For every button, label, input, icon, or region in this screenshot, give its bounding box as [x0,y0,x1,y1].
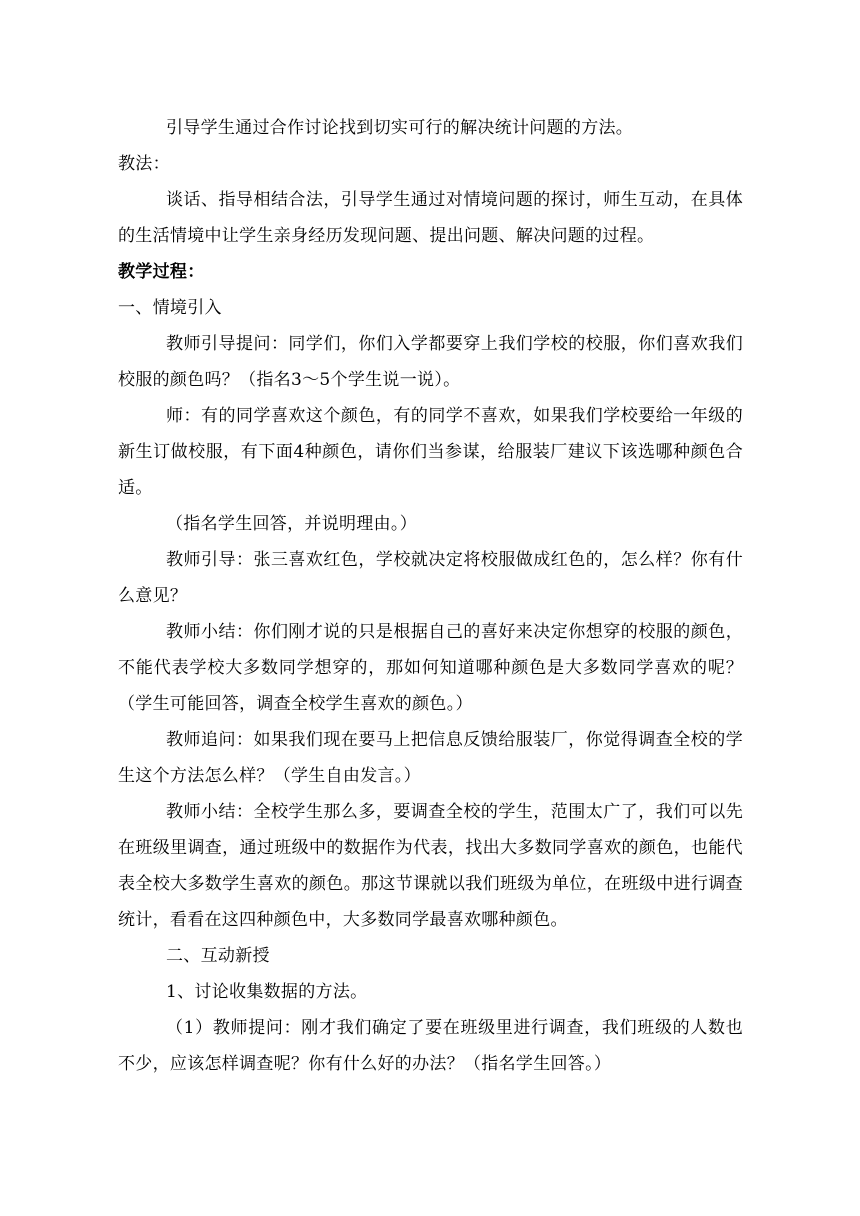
heading-teaching-method: 教法： [118,154,170,174]
paragraph-teacher-summary-1: 教师小结：你们刚才说的只是根据自己的喜好来决定你想穿的校服的颜色，不能代表学校大多数同学想穿的，那如何知道哪种颜色是大多数同学喜欢的呢？（学生可能回答，调查全校学生喜欢的颜色。） [118,622,743,714]
paragraph-teaching-method: 谈话、指导相结合法，引导学生通过对情境问题的探讨，师生互动，在具体的生活情境中让学生亲身经历发现问题、提出问题、解决问题的过程。 [118,190,743,246]
paragraph-teacher-statement: 师：有的同学喜欢这个颜色，有的同学不喜欢，如果我们学校要给一年级的新生订做校服，有下面4种颜色，请你们当参谋，给服装厂建议下该选哪种颜色合适。 [118,406,743,498]
paragraph-teacher-guide: 教师引导：张三喜欢红色，学校就决定将校服做成红色的，怎么样？你有什么意见？ [118,550,743,606]
section-heading-scenario: 一、情境引入 [118,298,222,318]
paragraph-teacher-summary-2: 教师小结：全校学生那么多，要调查全校的学生，范围太广了，我们可以先在班级里调查，通过班级中的数据作为代表，找出大多数同学喜欢的颜色，也能代表全校大多数学生喜欢的颜色。那这节课就以我们班级为单位，在班级中进行调查统计，看看在这四种颜色中，大多数同学最喜欢哪种颜色。 [118,802,743,930]
paragraph-teacher-followup: 教师追问：如果我们现在要马上把信息反馈给服装厂，你觉得调查全校的学生这个方法怎么样？（学生自由发言。） [118,730,743,786]
paragraph-teacher-question: 教师引导提问：同学们，你们入学都要穿上我们学校的校服，你们喜欢我们校服的颜色吗？（指名3～5个学生说一说）。 [118,334,743,390]
heading-teaching-process: 教学过程： [118,262,205,282]
paragraph-teacher-ask: （1）教师提问：刚才我们确定了要在班级里进行调查，我们班级的人数也不少，应该怎样调查呢？你有什么好的办法？（指名学生回答。） [118,1018,743,1074]
section-heading-interactive: 二、互动新授 [166,946,270,966]
subsection-heading-data-collection: 1、讨论收集数据的方法。 [166,982,368,1002]
paragraph-student-answer: （指名学生回答，并说明理由。） [166,514,417,534]
paragraph-intro-goal: 引导学生通过合作讨论找到切实可行的解决统计问题的方法。 [166,118,634,138]
